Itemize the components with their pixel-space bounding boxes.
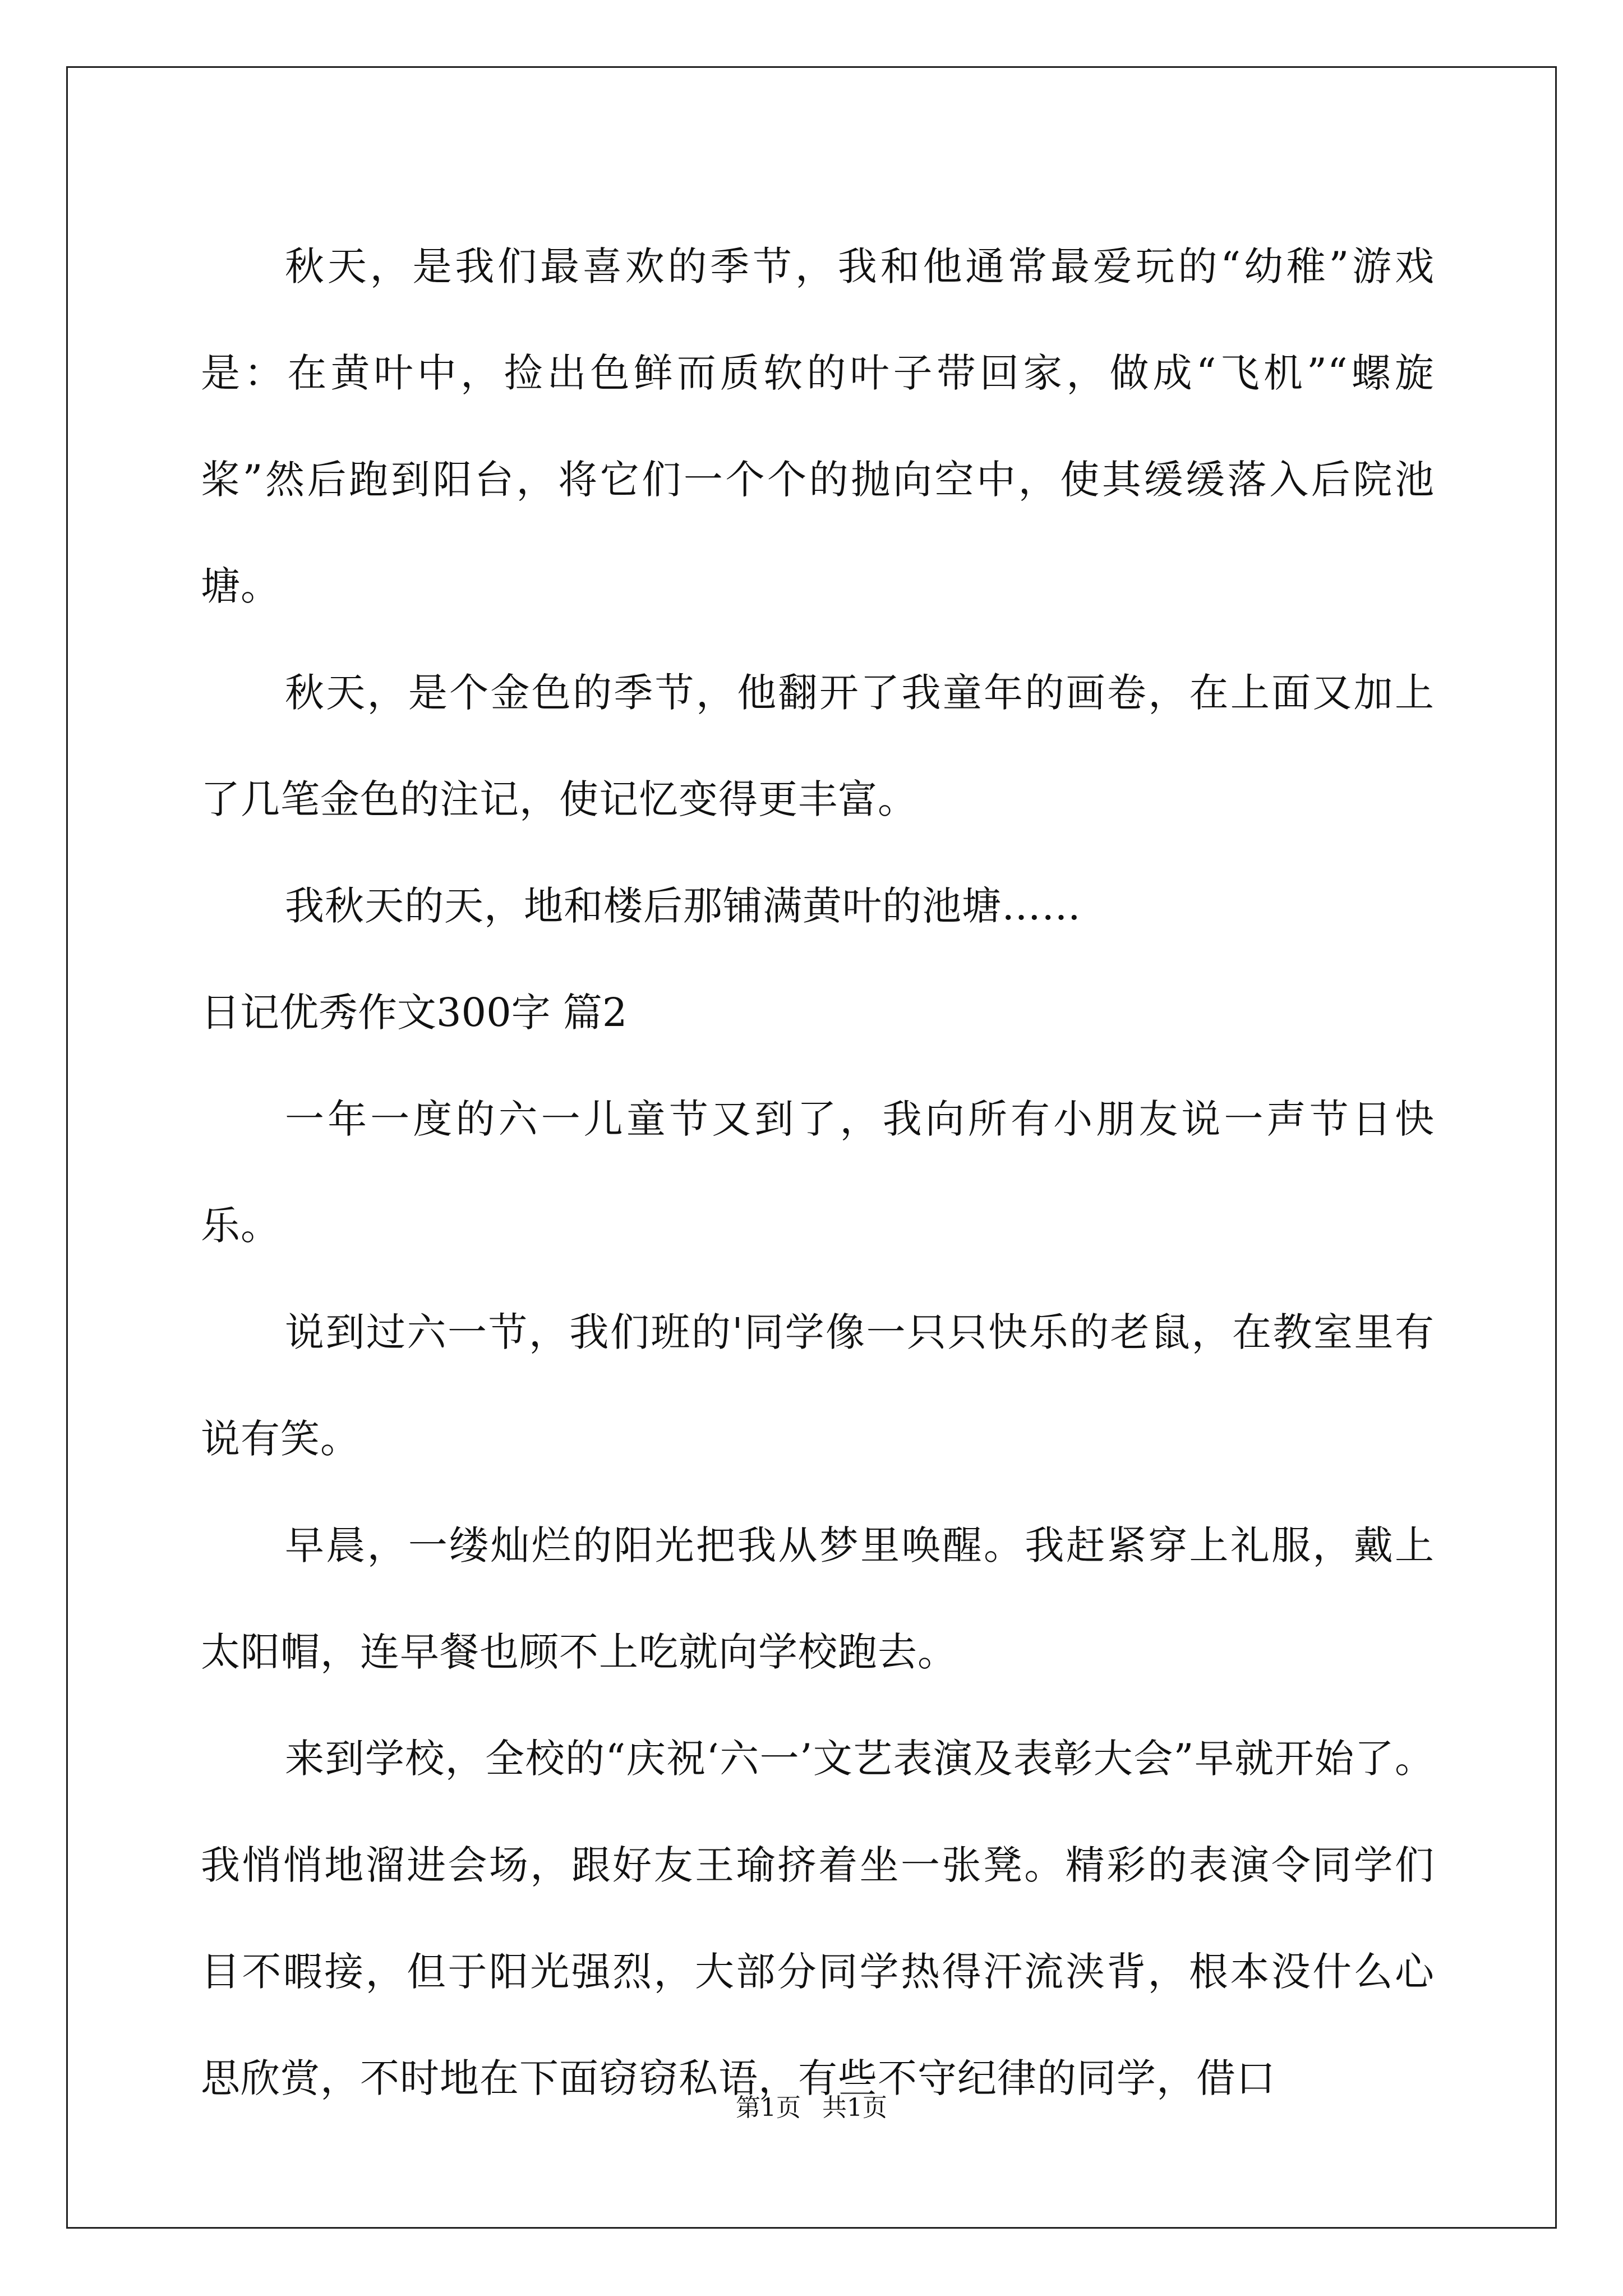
page-footer	[0, 2091, 1623, 2125]
paragraph: 一年一度的六一儿童节又到了，我向所有小朋友说一声节日快乐。	[201, 1096, 1435, 1249]
page-number: 第1页	[736, 2093, 801, 2122]
document-body	[201, 213, 1435, 2132]
paragraph: 秋天，是我们最喜欢的季节，我和他通常最爱玩的“幼稚”游戏是：在黄叶中，捡出色鲜而质软的叶子带回家，做成“飞机”“螺旋桨”然后跑到阳台，将它们一个个的抛向空中，使其缓缓落入后院池塘。	[201, 243, 1435, 609]
paragraph: 说到过六一节，我们班的'同学像一只只快乐的老鼠，在教室里有说有笑。	[201, 1309, 1435, 1462]
paragraph: 早晨，一缕灿烂的阳光把我从梦里唤醒。我赶紧穿上礼服，戴上太阳帽，连早餐也顾不上吃就向学校跑去。	[201, 1522, 1435, 1675]
section-heading: 日记优秀作文300字 篇2	[201, 990, 628, 1036]
paragraph: 我秋天的天，地和楼后那铺满黄叶的池塘……	[285, 883, 1081, 929]
paragraph: 秋天，是个金色的季节，他翻开了我童年的画卷，在上面又加上了几笔金色的注记，使记忆变得更丰富。	[201, 670, 1435, 822]
paragraph: 来到学校，全校的“庆祝‘六一’文艺表演及表彰大会”早就开始了。我悄悄地溜进会场，跟好友王瑜挤着坐一张凳。精彩的表演令同学们目不暇接，但于阳光强烈，大部分同学热得汗流浃背，根本没什么心思欣赏，不时地在下面窃窃私语，有些不守纪律的同学，借口	[201, 1736, 1435, 2101]
page-total: 共1页	[822, 2093, 887, 2122]
